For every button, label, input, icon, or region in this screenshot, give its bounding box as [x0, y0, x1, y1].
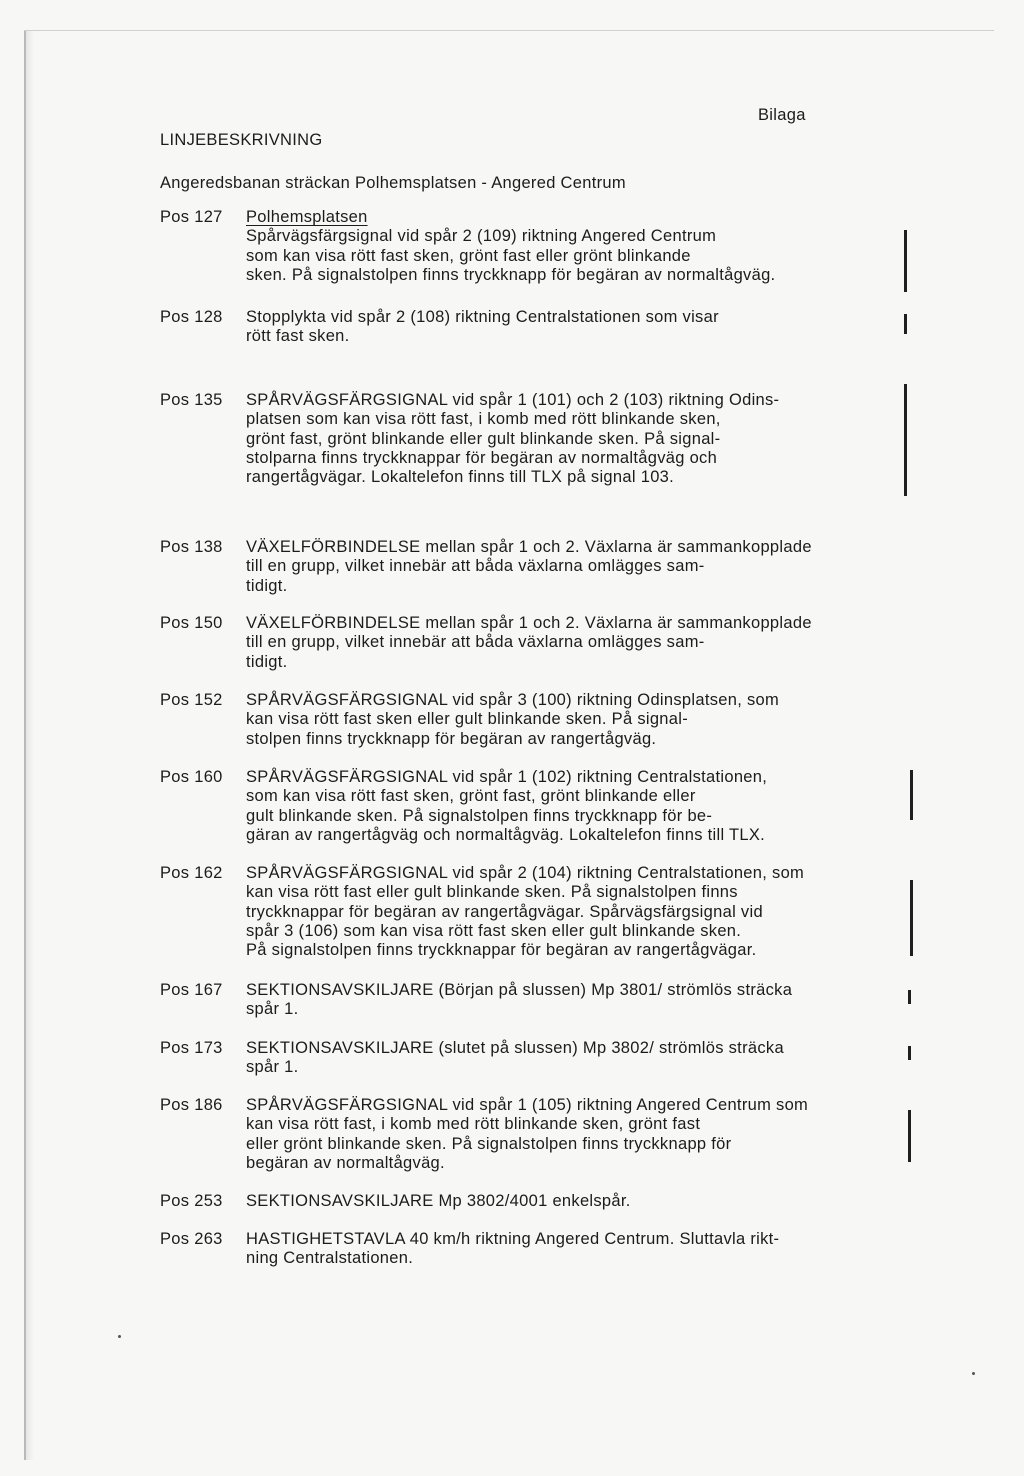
entry-body: [246, 691, 906, 749]
entry-body: [246, 1096, 906, 1173]
entry-line: spår 1.: [246, 1058, 299, 1077]
entry-body: [246, 538, 906, 596]
entry-line: VÄXELFÖRBINDELSE mellan spår 1 och 2. Växlarna är sammankopplade: [246, 538, 812, 556]
entry-line: gult blinkande sken. På signalstolpen finns tryckknapp för be-: [246, 806, 713, 825]
entry-line: SEKTIONSAVSKILJARE (slutet på slussen) Mp 3802/ strömlös sträcka: [246, 1039, 784, 1057]
page-left-edge: [24, 30, 34, 1460]
page-top-edge: [24, 30, 994, 31]
entry-line: begäran av normaltågväg.: [246, 1153, 445, 1172]
revision-change-bar: [908, 1046, 911, 1060]
entry-line: platsen som kan visa rött fast, i komb med rött blinkande sken,: [246, 410, 721, 429]
entry-line: grönt fast, grönt blinkande eller gult blinkande sken. På signal-: [246, 429, 721, 448]
revision-change-bar: [904, 314, 907, 334]
entry-line: SPÅRVÄGSFÄRGSIGNAL vid spår 2 (104) riktning Centralstationen, som: [246, 864, 805, 882]
revision-change-bar: [904, 384, 907, 496]
revision-change-bar: [910, 770, 913, 820]
entry-line: som kan visa rött fast sken, grönt fast, grönt blinkande eller: [246, 787, 696, 806]
entry-line: SPÅRVÄGSFÄRGSIGNAL vid spår 1 (102) riktning Centralstationen,: [246, 768, 768, 786]
entry-position: Pos 127: [160, 208, 223, 226]
scan-speck: [118, 1335, 121, 1338]
entry-position: Pos 186: [160, 1096, 223, 1114]
entry-line: stolparna finns tryckknappar för begäran av normaltågväg och: [246, 448, 718, 467]
entry-line: På signalstolpen finns tryckknappar för begäran av rangertågvägar.: [246, 941, 757, 960]
revision-change-bar: [908, 1110, 911, 1162]
entry-line: rött fast sken.: [246, 327, 350, 346]
entry-position: Pos 138: [160, 538, 223, 556]
entry-line: SEKTIONSAVSKILJARE (Början på slussen) Mp 3801/ strömlös sträcka: [246, 981, 793, 999]
bilaga-label: Bilaga: [758, 106, 806, 124]
entry-line: till en grupp, vilket innebär att båda växlarna omlägges sam-: [246, 557, 705, 576]
entry-line: kan visa rött fast eller gult blinkande sken. På signalstolpen finns: [246, 883, 738, 902]
entry-line: Spårvägsfärgsignal vid spår 2 (109) riktning Angered Centrum: [246, 227, 717, 246]
entry-position: Pos 167: [160, 981, 223, 999]
entry-position: Pos 150: [160, 614, 223, 632]
revision-change-bar: [904, 230, 907, 292]
entry-body: [246, 308, 906, 347]
entry-line: kan visa rött fast, i komb med rött blinkande sken, grönt fast: [246, 1115, 701, 1134]
entry-line: gäran av rangertågväg och normaltågväg. Lokaltelefon finns till TLX.: [246, 825, 766, 844]
entry-line: SEKTIONSAVSKILJARE Mp 3802/4001 enkelspår.: [246, 1192, 631, 1210]
entry-line: spår 3 (106) som kan visa rött fast sken eller gult blinkande sken.: [246, 921, 742, 940]
entry-position: Pos 135: [160, 391, 223, 409]
entry-position: Pos 152: [160, 691, 223, 709]
entry-line: tidigt.: [246, 576, 288, 595]
entry-line: till en grupp, vilket innebär att båda växlarna omlägges sam-: [246, 633, 705, 652]
entry-position: Pos 263: [160, 1230, 223, 1248]
entry-line: SPÅRVÄGSFÄRGSIGNAL vid spår 1 (105) riktning Angered Centrum som: [246, 1096, 809, 1114]
entry-line: som kan visa rött fast sken, grönt fast eller grönt blinkande: [246, 246, 691, 265]
entry-line: tryckknappar för begäran av rangertågvägar. Spårvägsfärgsignal vid: [246, 902, 763, 921]
entry-position: Pos 253: [160, 1192, 223, 1210]
revision-change-bar: [910, 880, 913, 956]
entry-line: stolpen finns tryckknapp för begäran av rangertågväg.: [246, 729, 657, 748]
entry-body: [246, 1230, 906, 1269]
entry-position: Pos 173: [160, 1039, 223, 1057]
entry-line: SPÅRVÄGSFÄRGSIGNAL vid spår 3 (100) riktning Odinsplatsen, som: [246, 691, 780, 709]
entry-line: ning Centralstationen.: [246, 1249, 414, 1268]
entry-line: spår 1.: [246, 1000, 299, 1019]
entry-line: HASTIGHETSTAVLA 40 km/h riktning Angered Centrum. Sluttavla rikt-: [246, 1230, 780, 1248]
entry-position: Pos 162: [160, 864, 223, 882]
entry-body: [246, 391, 906, 487]
entry-line: Stopplykta vid spår 2 (108) riktning Centralstationen som visar: [246, 308, 719, 326]
entry-line: eller grönt blinkande sken. På signalstolpen finns tryckknapp för: [246, 1134, 732, 1153]
entry-position: Pos 128: [160, 308, 223, 326]
route-description: Angeredsbanan sträckan Polhemsplatsen - Angered Centrum: [160, 174, 626, 192]
entry-body: [246, 208, 906, 285]
entry-body: [246, 768, 906, 845]
entry-line: kan visa rött fast sken eller gult blinkande sken. På signal-: [246, 710, 689, 729]
entry-body: [246, 614, 906, 672]
entry-line: SPÅRVÄGSFÄRGSIGNAL vid spår 1 (101) och 2 (103) riktning Odins-: [246, 391, 780, 409]
revision-change-bar: [908, 990, 911, 1004]
scan-speck: [972, 1372, 975, 1375]
entry-line: rangertågvägar. Lokaltelefon finns till TLX på signal 103.: [246, 468, 675, 487]
entry-line: sken. På signalstolpen finns tryckknapp för begäran av normaltågväg.: [246, 265, 776, 284]
entry-body: [246, 981, 906, 1020]
entry-line: VÄXELFÖRBINDELSE mellan spår 1 och 2. Växlarna är sammankopplade: [246, 614, 812, 632]
entry-body: [246, 1192, 906, 1211]
document-title: LINJEBESKRIVNING: [160, 131, 323, 149]
entry-line: tidigt.: [246, 652, 288, 671]
entry-position: Pos 160: [160, 768, 223, 786]
entry-body: [246, 1039, 906, 1078]
entry-body: [246, 864, 906, 960]
entry-heading: Polhemsplatsen: [246, 208, 368, 226]
